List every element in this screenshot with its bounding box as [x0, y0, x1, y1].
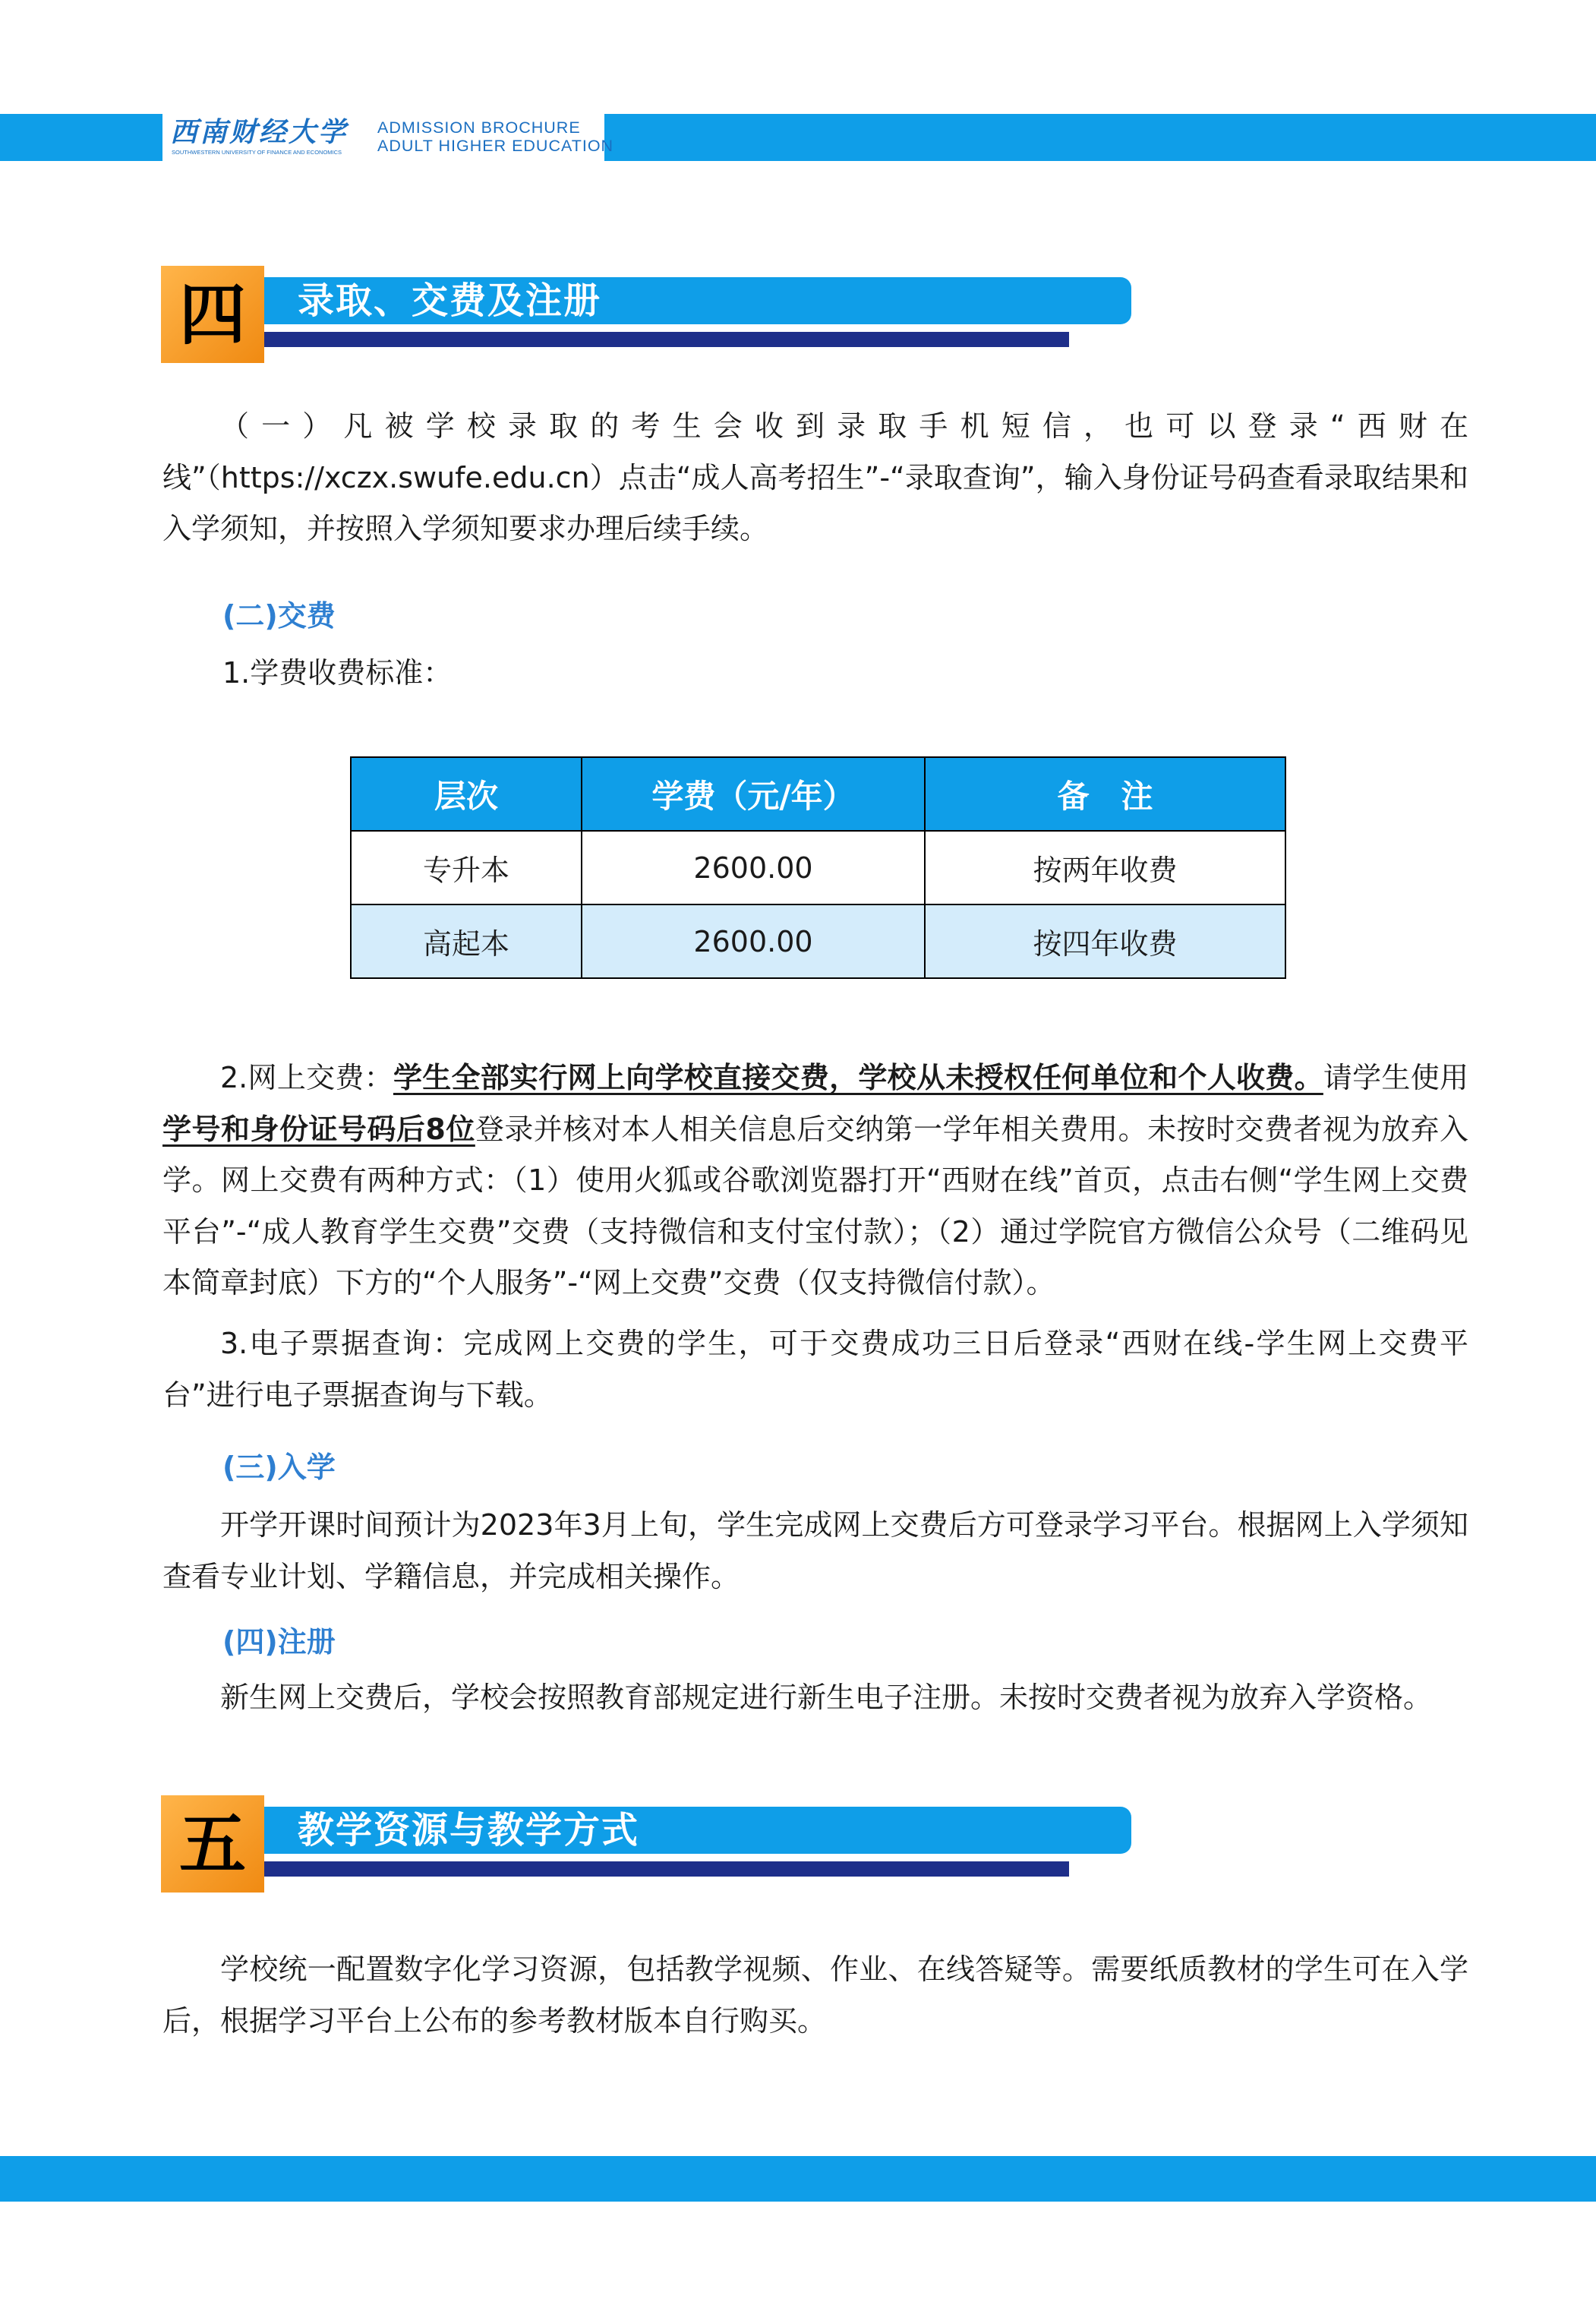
col-remark: 备 注 [925, 757, 1285, 831]
school-name-en: SOUTHWESTERN UNIVERSITY OF FINANCE AND ECONOMICS [172, 149, 342, 156]
fee-table-header [351, 757, 1285, 831]
enrollment-paragraph: 开学开课时间预计为2023年3月上旬，学生完成网上交费后方可登录学习平台。根据网上入学须知查看专业计划、学籍信息，并完成相关操作。 [162, 1508, 1468, 1593]
fee-table [350, 756, 1286, 979]
teaching-resources-paragraph: 学校统一配置数字化学习资源，包括教学视频、作业、在线答疑等。需要纸质教材的学生可在入学后，根据学习平台上公布的参考教材版本自行购买。 [162, 1953, 1468, 2038]
admission-paragraph: （一）凡被学校录取的考生会收到录取手机短信，也可以登录“西财在线”（https://xczx.swufe.edu.cn）点击“成人高考招生”-“录取查询”，输入身份证号码查看录取结果和入学须知，并按照入学须知要求办理后续手续。 [162, 409, 1468, 545]
school-name-cn: 西南财经大学 [170, 116, 349, 148]
table-cell: 按四年收费 [925, 904, 1285, 978]
col-tuition: 学费（元/年） [582, 757, 925, 831]
payment-notice-bold: 学生全部实行网上向学校直接交费，学校从未授权任何单位和个人收费。 [393, 1061, 1323, 1094]
e-receipt-paragraph: 3.电子票据查询：完成网上交费的学生，可于交费成功三日后登录“西财在线-学生网上交费平台”进行电子票据查询与下载。 [162, 1327, 1468, 1412]
login-credentials-bold: 学号和身份证号码后8位 [162, 1112, 475, 1146]
subheading-enrollment: (三)入学 [222, 1451, 336, 1484]
school-logo [162, 114, 614, 161]
section5-number: 五 [161, 1795, 264, 1893]
section4-banner-underline [258, 332, 1069, 347]
table-cell: 2600.00 [582, 904, 925, 978]
payment-methods-text: 登录并核对本人相关信息后交纳第一学年相关费用。未按时交费者视为放弃入学。网上交费有两种方式：（1）使用火狐或谷歌浏览器打开“西财在线”首页，点击右侧“学生网上交费平台”-“成人教育学生交费”交费（支持微信和支付宝付款）；（2）通过学院官方微信公众号（二维码见本简章封底）下方的“个人服务”-“网上交费”交费（仅支持微信付款）。 [162, 1112, 1468, 1299]
table-cell: 按两年收费 [925, 831, 1285, 904]
table-row [351, 904, 1285, 978]
payment-lead: 2.网上交费： [220, 1061, 393, 1094]
table-cell: 2600.00 [582, 831, 925, 904]
subheading-registration: (四)注册 [222, 1625, 336, 1659]
col-level: 层次 [351, 757, 582, 831]
payment-text: 请学生使用 [1323, 1061, 1468, 1094]
registration-paragraph: 新生网上交费后，学校会按照教育部规定进行新生电子注册。未按时交费者视为放弃入学资格。 [220, 1681, 1433, 1714]
subheading-fees: (二)交费 [222, 599, 336, 633]
fee-standard-label: 1.学费收费标准： [222, 656, 453, 690]
section4-title: 录取、交费及注册 [298, 279, 602, 322]
brochure-line1: ADMISSION BROCHURE [377, 118, 581, 137]
footer-band [0, 2156, 1596, 2202]
table-row [351, 831, 1285, 904]
brochure-line2: ADULT HIGHER EDUCATION [377, 137, 614, 155]
table-cell: 高起本 [351, 904, 582, 978]
section4-number: 四 [161, 266, 264, 363]
online-payment-paragraph [162, 1053, 1468, 1309]
section5-banner-underline [258, 1861, 1069, 1877]
brochure-label [377, 118, 614, 156]
table-cell: 专升本 [351, 831, 582, 904]
section5-title: 教学资源与教学方式 [298, 1809, 640, 1852]
